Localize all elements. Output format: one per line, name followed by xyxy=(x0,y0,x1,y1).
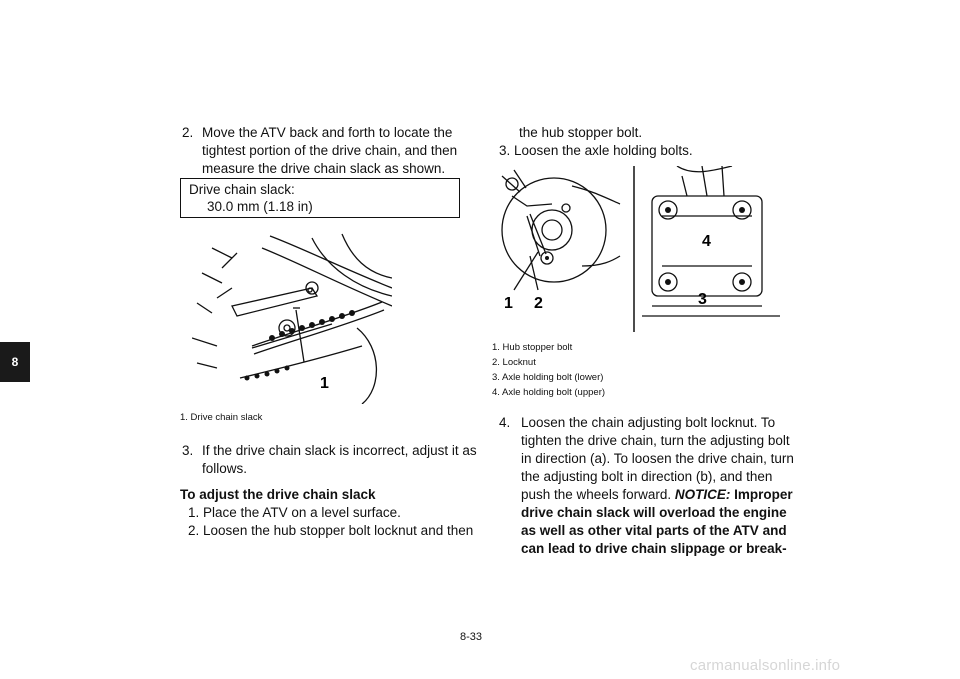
sub-step-2-continued: the hub stopper bolt. xyxy=(519,125,643,140)
caption-2: 2. Locknut xyxy=(492,357,536,368)
figure-callout-4: 4 xyxy=(702,233,711,250)
sub-step-2-number: 2. xyxy=(188,523,200,538)
page-number: 8-33 xyxy=(460,631,483,643)
step-4-line-3: in direction (a). To loosen the drive chain, turn xyxy=(521,451,794,466)
sub-step-3-number: 3. xyxy=(499,143,511,158)
step-4-line-5 xyxy=(521,486,793,504)
notice-label: NOTICE: xyxy=(674,487,731,502)
sub-step-3 xyxy=(499,142,693,160)
step-4-line-5-bold: Improper xyxy=(730,487,793,502)
step-2 xyxy=(180,124,462,178)
sub-step-1 xyxy=(180,504,470,522)
step-2-line-3: measure the drive chain slack as shown. xyxy=(202,161,446,176)
caption-4: 4. Axle holding bolt (upper) xyxy=(492,387,606,398)
step-4 xyxy=(499,414,794,558)
step-4-line-5-plain: push the wheels forward. xyxy=(521,487,675,502)
sub-step-2-text: Loosen the hub stopper bolt locknut and then xyxy=(203,523,474,538)
notice-line-3: can lead to drive chain slippage or break- xyxy=(521,541,787,556)
sub-step-2 xyxy=(180,522,474,540)
left-figure-caption: 1. Drive chain slack xyxy=(180,412,263,423)
step-3-number: 3. xyxy=(182,443,194,458)
step-4-line-2: tighten the drive chain, turn the adjusting bolt xyxy=(521,433,790,448)
step-3-line-1: If the drive chain slack is incorrect, adjust it as xyxy=(202,443,477,458)
caption-3: 3. Axle holding bolt (lower) xyxy=(492,372,604,383)
figure-callout-3: 3 xyxy=(698,291,707,308)
axle-bolts-illustration xyxy=(492,166,780,332)
step-4-line-4: the adjusting bolt in direction (b), and then xyxy=(521,469,773,484)
spec-box xyxy=(180,178,460,218)
step-3-line-2: follows. xyxy=(202,461,248,476)
step-2-number: 2. xyxy=(182,125,194,140)
section-heading: To adjust the drive chain slack xyxy=(180,487,376,502)
sub-step-3-text: Loosen the axle holding bolts. xyxy=(514,143,693,158)
right-figure-captions xyxy=(492,340,605,400)
step-2-line-2: tightest portion of the drive chain, and then xyxy=(202,143,458,158)
sub-step-1-text: Place the ATV on a level surface. xyxy=(203,505,401,520)
caption-1: 1. Hub stopper bolt xyxy=(492,342,573,353)
step-3 xyxy=(180,442,477,478)
notice-line-2: as well as other vital parts of the ATV and xyxy=(521,523,787,538)
figure-callout-1: 1 xyxy=(504,295,513,312)
step-4-line-1: Loosen the chain adjusting bolt locknut. To xyxy=(521,415,776,430)
step-2-line-1: Move the ATV back and forth to locate the xyxy=(202,125,453,140)
watermark: carmanualsonline.info xyxy=(690,657,841,674)
drive-chain-illustration xyxy=(192,228,392,404)
chapter-tab: 8 xyxy=(0,342,30,382)
sub-step-1-number: 1. xyxy=(188,505,200,520)
spec-label: Drive chain slack: xyxy=(189,182,295,197)
figure-callout-1: 1 xyxy=(320,375,329,392)
step-4-number: 4. xyxy=(499,415,511,430)
spec-value: 30.0 mm (1.18 in) xyxy=(207,199,313,214)
figure-callout-2: 2 xyxy=(534,295,543,312)
notice-line-1: drive chain slack will overload the engine xyxy=(521,505,787,520)
